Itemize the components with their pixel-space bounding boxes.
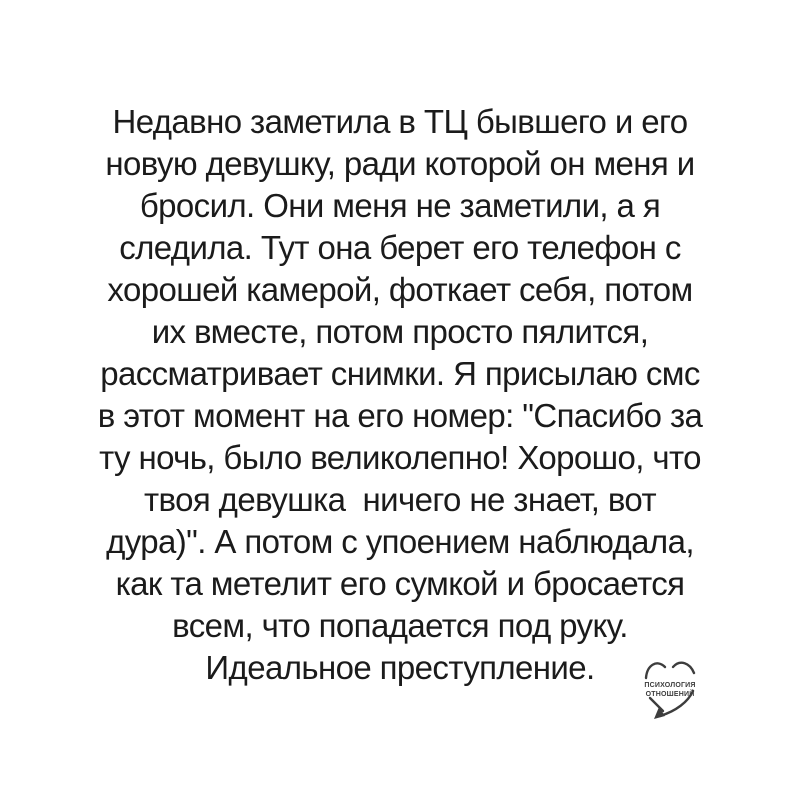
story-line: новую девушку, ради которой он меня и <box>105 145 695 182</box>
heart-arrow-icon <box>642 656 700 722</box>
heart-left-bottom <box>650 698 663 711</box>
story-line: бросил. Они меня не заметили, а я <box>139 187 661 224</box>
story-line: Идеальное преступление. <box>205 649 595 686</box>
story-line: в этот момент на его номер: "Спасибо за <box>97 397 703 434</box>
watermark-logo <box>642 656 700 722</box>
story-line: их вместе, потом просто пялится, <box>151 313 649 350</box>
story-line: всем, что попадается под руку. <box>172 607 628 644</box>
story-text <box>0 101 800 689</box>
heart-left-lobe <box>646 663 665 678</box>
watermark-text-line2: ОТНОШЕНИЙ <box>645 691 695 698</box>
story-line: ту ночь, было великолепно! Хорошо, что <box>99 439 701 476</box>
story-line: рассматривает снимки. Я присылаю смс <box>100 355 700 392</box>
heart-right-lobe <box>673 663 694 673</box>
watermark-text-line1: ПСИХОЛОГИЯ <box>644 682 696 689</box>
story-line: хорошей камерой, фоткает себя, потом <box>107 271 693 308</box>
arrow-head <box>654 707 665 719</box>
story-line: как та метелит его сумкой и бросается <box>115 565 685 602</box>
story-line: следила. Тут она берет его телефон с <box>119 229 681 266</box>
story-line: Недавно заметила в ТЦ бывшего и его <box>112 103 688 140</box>
story-line: твоя девушка ничего не знает, вот <box>144 481 656 518</box>
story-line: дура)". А потом с упоением наблюдала, <box>106 523 694 560</box>
